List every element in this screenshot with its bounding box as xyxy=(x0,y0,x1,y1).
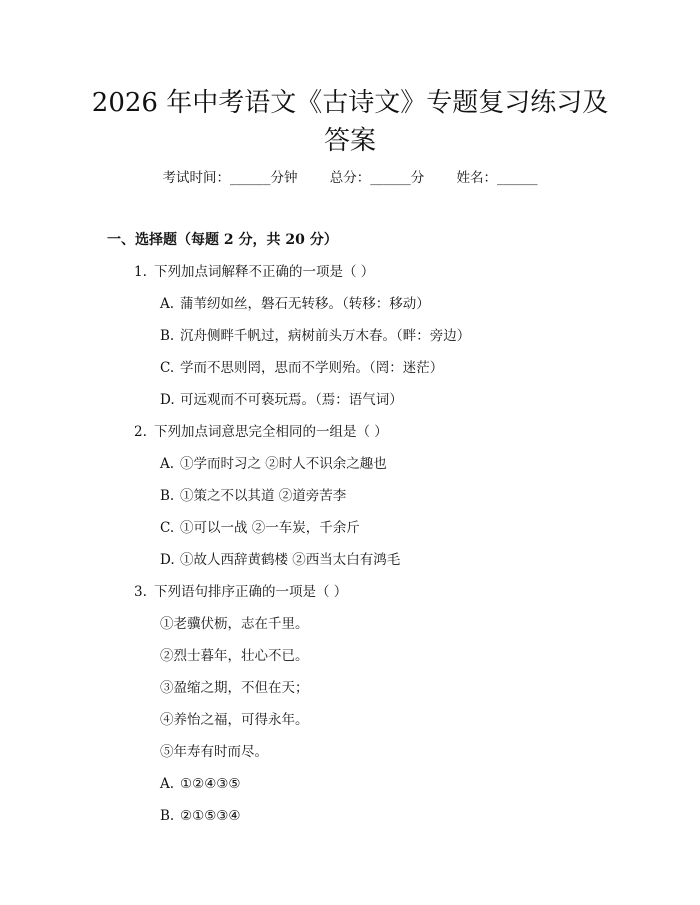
document-title xyxy=(80,84,620,160)
question-3-option-a xyxy=(160,774,241,794)
question-2-option-b xyxy=(160,486,346,506)
question-3 xyxy=(134,582,347,602)
title-line-1: 2026 年中考语文《古诗文》专题复习练习及 xyxy=(91,88,609,118)
question-2-option-a xyxy=(160,454,387,474)
exam-time: 考试时间：______分钟 xyxy=(162,170,298,186)
option-label: B. xyxy=(160,328,175,344)
option-text: ①策之不以其道 ②道旁苦李 xyxy=(180,488,347,504)
question-1-option-c xyxy=(160,358,443,378)
question-number: 1. xyxy=(134,264,147,280)
question-number: 3. xyxy=(134,584,147,600)
section-heading: 一、选择题（每题 2 分，共 20 分） xyxy=(107,232,338,248)
option-label: A. xyxy=(160,456,175,472)
question-2-option-c xyxy=(160,518,360,538)
title-line-2: 答案 xyxy=(323,126,376,156)
sentence-5: ⑤年寿有时而尽。 xyxy=(160,744,268,760)
total-score: 总分：______分 xyxy=(329,170,425,186)
question-stem: 下列加点词意思完全相同的一组是（ ） xyxy=(154,424,388,440)
sentence-3: ③盈缩之期，不但在天； xyxy=(160,680,309,696)
question-stem: 下列语句排序正确的一项是（ ） xyxy=(154,584,348,600)
option-text: ②①⑤③④ xyxy=(180,808,241,824)
option-label: D. xyxy=(160,392,175,408)
question-1-option-b xyxy=(160,326,470,346)
option-label: A. xyxy=(160,296,175,312)
option-label: D. xyxy=(160,552,175,568)
exam-info xyxy=(0,168,700,188)
option-text: ①学而时习之 ②时人不识余之趣也 xyxy=(180,456,387,472)
question-3-option-b xyxy=(160,806,241,826)
option-label: B. xyxy=(160,808,175,824)
question-1 xyxy=(134,262,374,282)
question-2 xyxy=(134,422,388,442)
option-text: 沉舟侧畔千帆过，病树前头万木春。（畔：旁边） xyxy=(180,328,471,344)
option-label: C. xyxy=(160,520,175,536)
option-label: C. xyxy=(160,360,175,376)
option-text: 可远观而不可亵玩焉。（焉：语气词） xyxy=(180,392,403,408)
option-text: ①可以一战 ②一车炭，千余斤 xyxy=(180,520,360,536)
sentence-1: ①老骥伏枥，志在千里。 xyxy=(160,616,309,632)
student-name: 姓名：______ xyxy=(456,170,538,186)
question-1-option-a xyxy=(160,294,430,314)
question-1-option-d xyxy=(160,390,403,410)
sentence-4: ④养怡之福，可得永年。 xyxy=(160,712,309,728)
sentence-2: ②烈士暮年，壮心不已。 xyxy=(160,648,309,664)
question-2-option-d xyxy=(160,550,400,570)
option-text: 学而不思则罔，思而不学则殆。（罔：迷茫） xyxy=(180,360,444,376)
option-text: ①故人西辞黄鹤楼 ②西当太白有鸿毛 xyxy=(180,552,401,568)
option-label: A. xyxy=(160,776,175,792)
option-label: B. xyxy=(160,488,175,504)
question-number: 2. xyxy=(134,424,147,440)
option-text: 蒲苇纫如丝，磐石无转移。（转移：移动） xyxy=(180,296,430,312)
question-stem: 下列加点词解释不正确的一项是（ ） xyxy=(154,264,375,280)
option-text: ①②④③⑤ xyxy=(180,776,241,792)
